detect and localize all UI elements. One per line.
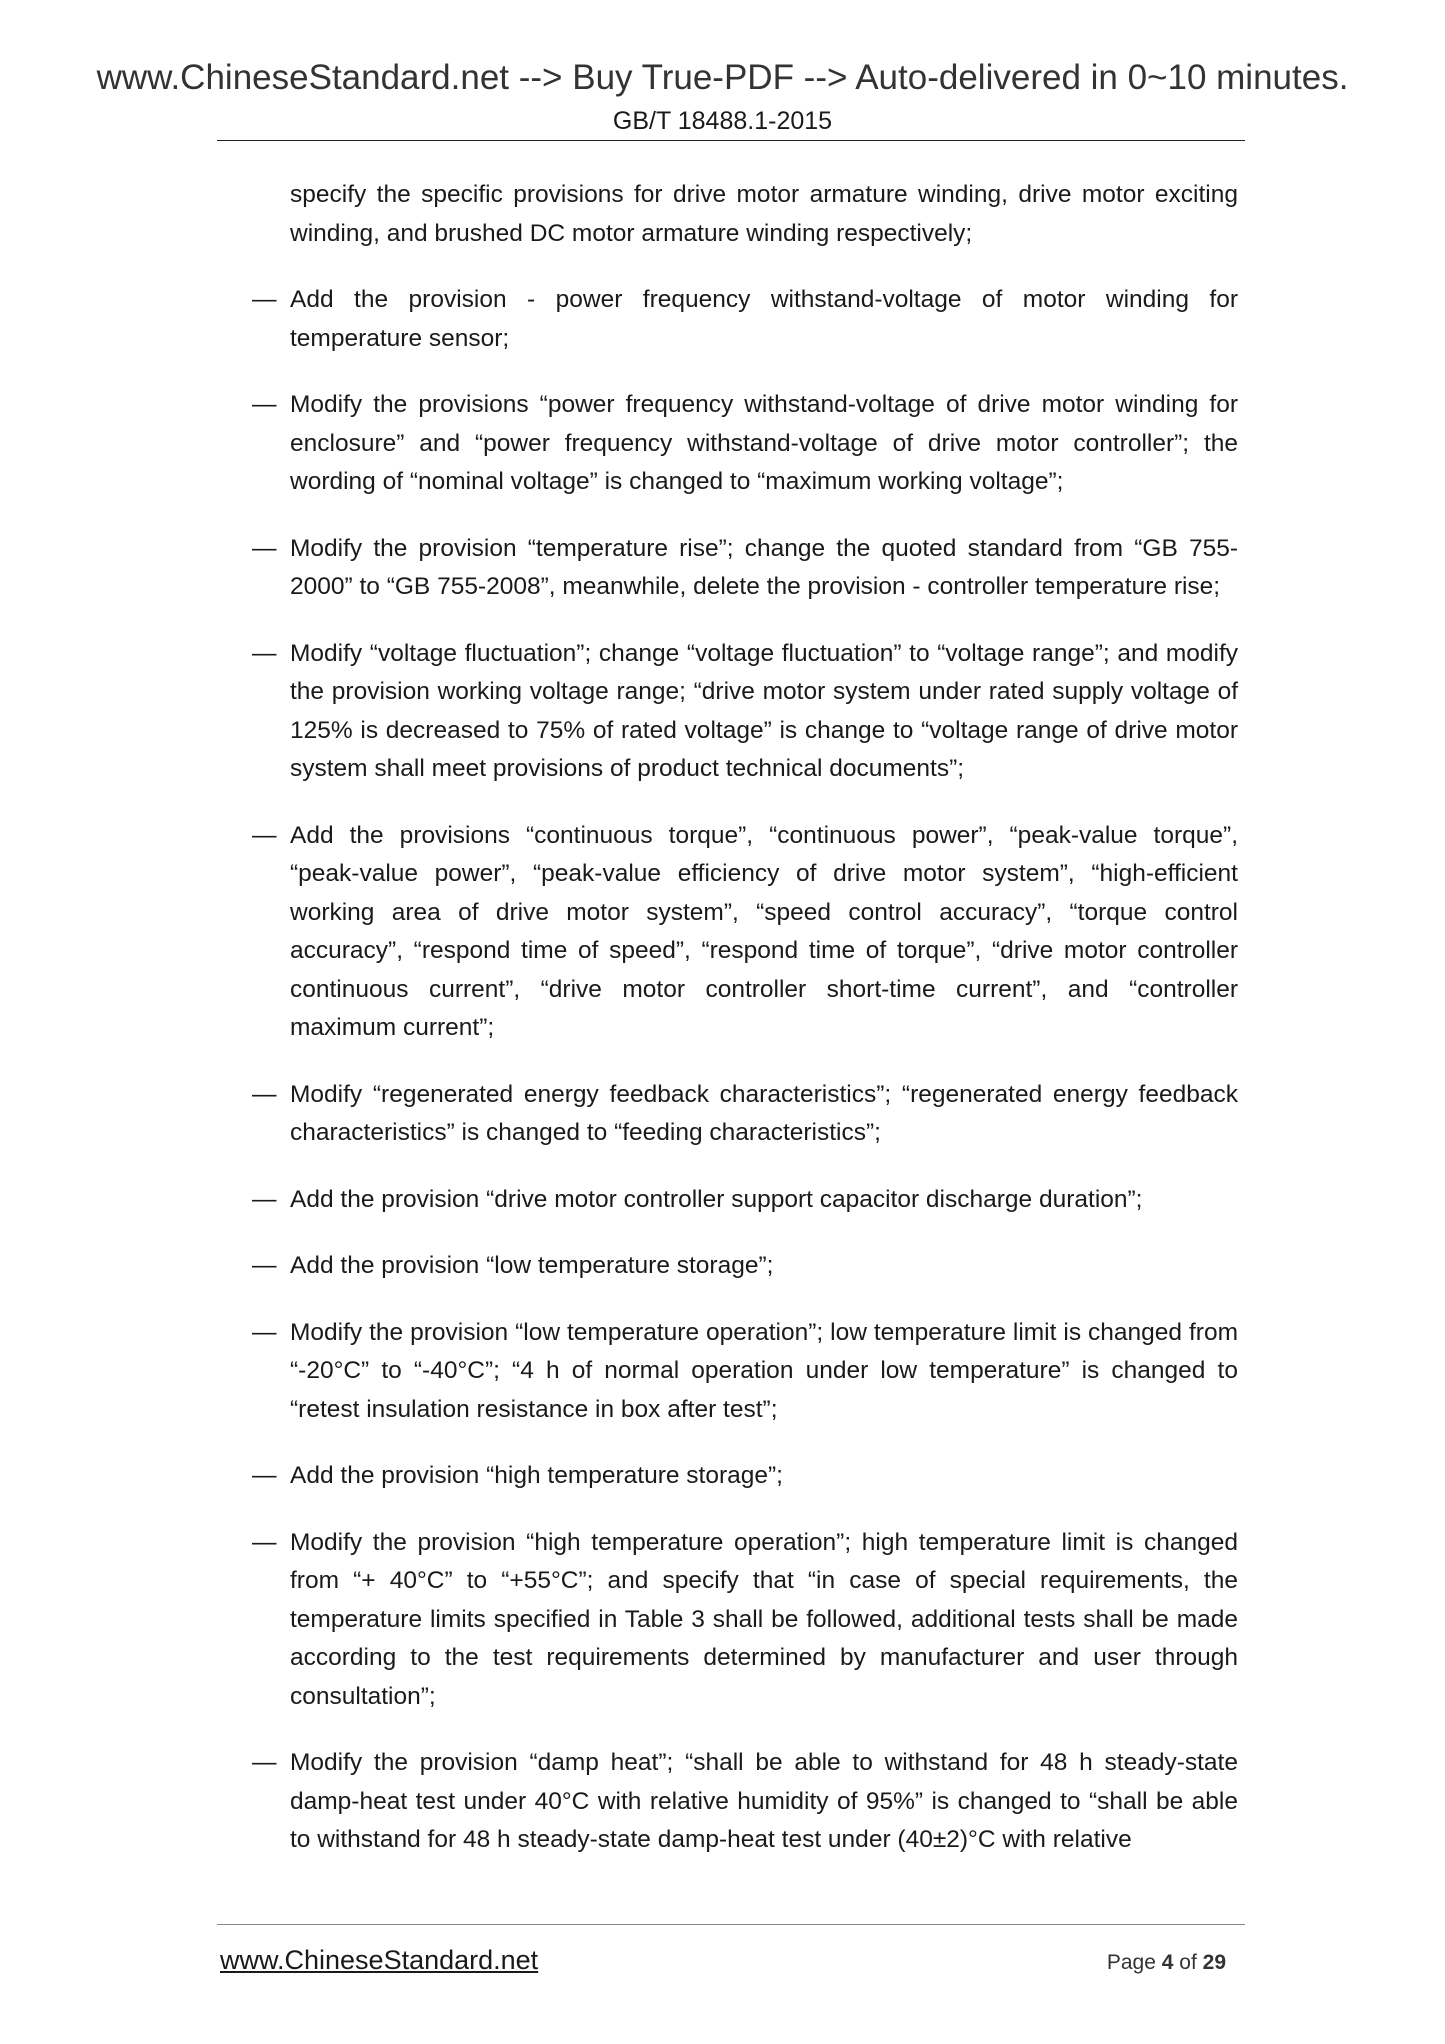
em-dash-bullet: — [252,1080,277,1108]
page-number [1107,1950,1226,1976]
header-divider [217,140,1245,141]
em-dash-bullet: — [252,286,277,313]
em-dash-bullet: — [252,1185,277,1213]
page-total: 29 [1202,1951,1226,1974]
list-item-text: Modify “regenerated energy feedback characteristics”; “regenerated energy feedback characteristics” is changed to “feeding characteristics”; [290,1080,1238,1146]
list-item [252,1247,1238,1286]
list-item-text: Modify the provision “damp heat”; “shall be able to withstand for 48 h steady-state damp-heat test under 40°C with relative humidity of 95%” is changed to “shall be able to withstand for 48 h steady-state damp-heat test under (40±2)°C with relative [290,1749,1238,1853]
em-dash-bullet: — [252,1462,277,1489]
em-dash-bullet: — [252,1749,277,1776]
list-item [252,1744,1238,1860]
list-item [252,386,1238,502]
em-dash-bullet: — [252,821,277,849]
footer-site-link[interactable]: www.ChineseStandard.net [220,1945,539,1975]
list-item-text: Add the provision “high temperature storage”; [290,1462,783,1489]
list-item-text: Add the provision - power frequency withstand-voltage of motor winding for temperature sensor; [290,286,1238,352]
list-item [252,530,1238,607]
em-dash-bullet: — [252,534,277,562]
page-label: Page [1106,1951,1156,1974]
list-item [252,635,1238,789]
page-banner: www.ChineseStandard.net --> Buy True-PDF --> Auto-delivered in 0~10 minutes. [96,58,1349,97]
page-current: 4 [1161,1951,1174,1974]
list-item-text: Modify the provision “temperature rise”; change the quoted standard from “GB 755-2000” to “GB 755-2008”, meanwhile, delete the provision - controller temperature rise; [290,534,1238,600]
list-item-text: Modify the provision “low temperature operation”; low temperature limit is changed from “-20°C” to “-40°C”; “4 h of normal operation under low temperature” is changed to “retest insulation resistance in box after test”; [290,1318,1238,1423]
list-item-text: Add the provision “low temperature storage”; [290,1252,774,1279]
standard-number: GB/T 18488.1-2015 [612,107,833,135]
page-of-label: of [1179,1951,1197,1974]
list-item [252,1314,1238,1430]
list-item [252,1524,1238,1717]
em-dash-bullet: — [252,1528,277,1556]
list-item [252,817,1238,1048]
list-item [252,281,1238,358]
list-item [252,1181,1238,1220]
em-dash-bullet: — [252,391,277,418]
list-item-text: Modify “voltage fluctuation”; change “voltage fluctuation” to “voltage range”; and modify the provision working voltage range; “drive motor system under rated supply voltage of 125% is decreased to 75% of rated voltage” is change to “voltage range of drive motor system shall meet provisions of product technical documents”; [290,639,1238,782]
em-dash-bullet: — [252,1318,277,1346]
em-dash-bullet: — [252,1252,277,1279]
list-item-text: Modify the provisions “power frequency withstand-voltage of drive motor winding for enclosure” and “power frequency withstand-voltage of drive motor controller”; the wording of “nominal voltage” is changed to “maximum working voltage”; [290,391,1238,495]
list-item [252,1076,1238,1153]
list-item-text: Add the provision “drive motor controller support capacitor discharge duration”; [290,1185,1143,1213]
list-item-text: Add the provisions “continuous torque”, “continuous power”, “peak-value torque”, “peak-value power”, “peak-value efficiency of drive motor system”, “high-efficient working area of drive motor system”, “speed control accuracy”, “torque control accuracy”, “respond time of speed”, “respond time of torque”, “drive motor controller continuous current”, “drive motor controller short-time current”, and “controller maximum current”; [290,821,1238,1041]
document-body [252,176,1238,1888]
list-item [252,1457,1238,1496]
footer-divider [217,1924,1245,1925]
list-item-text: Modify the provision “high temperature operation”; high temperature limit is changed from “+ 40°C” to “+55°C”; and specify that “in case of special requirements, the temperature limits specified in Table 3 shall be followed, additional tests shall be made according to the test requirements determined by manufacturer and user through consultation”; [290,1528,1238,1710]
em-dash-bullet: — [252,639,277,667]
continuation-paragraph: specify the specific provisions for drive motor armature winding, drive motor exciting winding, and brushed DC motor armature winding respectively; [290,181,1238,247]
